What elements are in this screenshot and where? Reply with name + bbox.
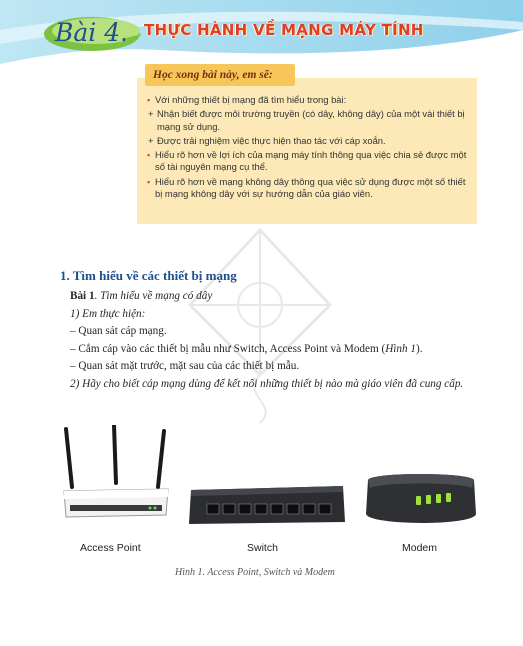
step-line: – Quan sát mặt trước, mặt sau của các thiết bị mẫu. (70, 360, 300, 373)
goal-subitem: + Được trải nghiệm việc thực hiện thao tác với cáp xoắn. (147, 135, 472, 148)
goal-item: ▪ Với những thiết bị mạng đã tìm hiểu trong bài: (147, 94, 472, 107)
figure-reference: Hình 1 (385, 342, 416, 355)
figure-caption: Hình 1. Access Point, Switch và Modem (175, 567, 335, 578)
step2-question: 2) Hãy cho biết cáp mạng dùng để kết nối những thiết bị nào mà giáo viên đã cung cấp. (70, 377, 464, 390)
goal-item: ▪ Hiểu rõ hơn về lợi ích của mạng máy tính thông qua việc chia sẻ được một số tài nguyên mạng cụ thể. (147, 149, 472, 174)
access-point-label: Access Point (80, 542, 141, 554)
step-line: – Cắm cáp vào các thiết bị mẫu như Switch, Access Point và Modem (Hình 1). (70, 342, 423, 355)
learning-goals-list (147, 94, 472, 202)
access-point-image (60, 425, 172, 525)
modem-image (360, 470, 480, 534)
goal-subitem: + Nhận biết được môi trường truyền (có dây, không dây) của một vài thiết bị mạng sử dụng. (147, 108, 472, 133)
goal-item: ▪ Hiểu rõ hơn về mạng không dây thông qua việc sử dụng được một số thiết bị mạng không dây với sự hướng dẫn của giáo viên. (147, 176, 472, 201)
learning-goals-heading: Học xong bài này, em sẽ: (145, 64, 295, 86)
lesson-number: Bài 4. (55, 17, 129, 47)
exercise-label: Bài 1 (70, 290, 95, 302)
section-body (70, 288, 478, 394)
step1-heading: 1) Em thực hiện: (70, 307, 146, 320)
switch-label: Switch (247, 542, 278, 554)
exercise-line (70, 288, 478, 306)
exercise-title: . Tìm hiểu về mạng có dây (94, 290, 213, 302)
step-line: – Quan sát cáp mạng. (70, 325, 167, 338)
switch-image (187, 484, 347, 528)
lesson-title: THỰC HÀNH VỀ MẠNG MÁY TÍNH (144, 21, 424, 39)
section-title: 1. Tìm hiểu về các thiết bị mạng (60, 268, 237, 283)
modem-label: Modem (402, 542, 438, 554)
